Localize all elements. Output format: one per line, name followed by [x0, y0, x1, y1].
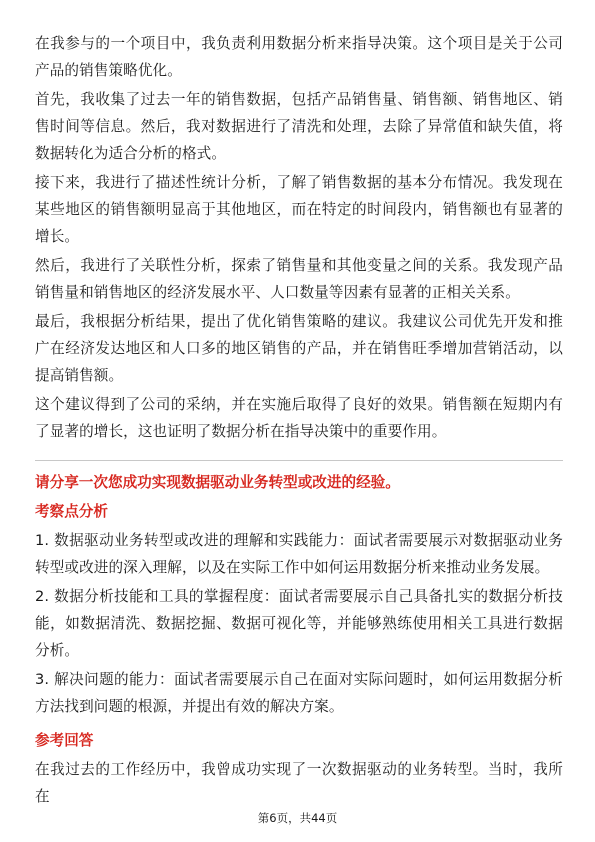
- analysis-point-1: 1. 数据驱动业务转型或改进的理解和实践能力：面试者需要展示对数据驱动业务转型或改进的深入理解，以及在实际工作中如何运用数据分析来推动业务发展。: [35, 532, 563, 576]
- intro-paragraph-2: 首先，我收集了过去一年的销售数据，包括产品销售量、销售额、销售地区、销售时间等信息。然后，我对数据进行了清洗和处理，去除了异常值和缺失值，将数据转化为适合分析的格式。: [35, 91, 563, 162]
- intro-paragraph-6: 这个建议得到了公司的采纳，并在实施后取得了良好的效果。销售额在短期内有了显著的增长，这也证明了数据分析在指导决策中的重要作用。: [35, 396, 563, 440]
- intro-paragraph-3: 接下来，我进行了描述性统计分析，了解了销售数据的基本分布情况。我发现在某些地区的销售额明显高于其他地区，而在特定的时间段内，销售额也有显著的增长。: [35, 174, 563, 245]
- intro-paragraph-4: 然后，我进行了关联性分析，探索了销售量和其他变量之间的关系。我发现产品销售量和销售地区的经济发展水平、人口数量等因素有显著的正相关关系。: [35, 257, 563, 301]
- intro-paragraph-1: 在我参与的一个项目中，我负责利用数据分析来指导决策。这个项目是关于公司产品的销售策略优化。: [35, 35, 563, 79]
- reference-answer-heading: 参考回答: [35, 732, 94, 749]
- analysis-point-3: 3. 解决问题的能力：面试者需要展示自己在面对实际问题时，如何运用数据分析方法找到问题的根源，并提出有效的解决方案。: [35, 671, 563, 715]
- analysis-heading: 考察点分析: [35, 503, 108, 520]
- interview-question: 请分享一次您成功实现数据驱动业务转型或改进的经验。: [35, 474, 400, 491]
- analysis-point-2: 2. 数据分析技能和工具的掌握程度：面试者需要展示自己具备扎实的数据分析技能，如数据清洗、数据挖掘、数据可视化等，并能够熟练使用相关工具进行数据分析。: [35, 588, 563, 659]
- intro-paragraph-5: 最后，我根据分析结果，提出了优化销售策略的建议。我建议公司优先开发和推广在经济发达地区和人口多的地区销售的产品，并在销售旺季增加营销活动，以提高销售额。: [35, 313, 563, 384]
- reference-answer-text: 在我过去的工作经历中，我曾成功实现了一次数据驱动的业务转型。当时，我所在: [35, 761, 563, 805]
- page-number: 第6页，共44页: [257, 811, 338, 825]
- document-page: [35, 30, 563, 812]
- section-divider: [35, 460, 563, 461]
